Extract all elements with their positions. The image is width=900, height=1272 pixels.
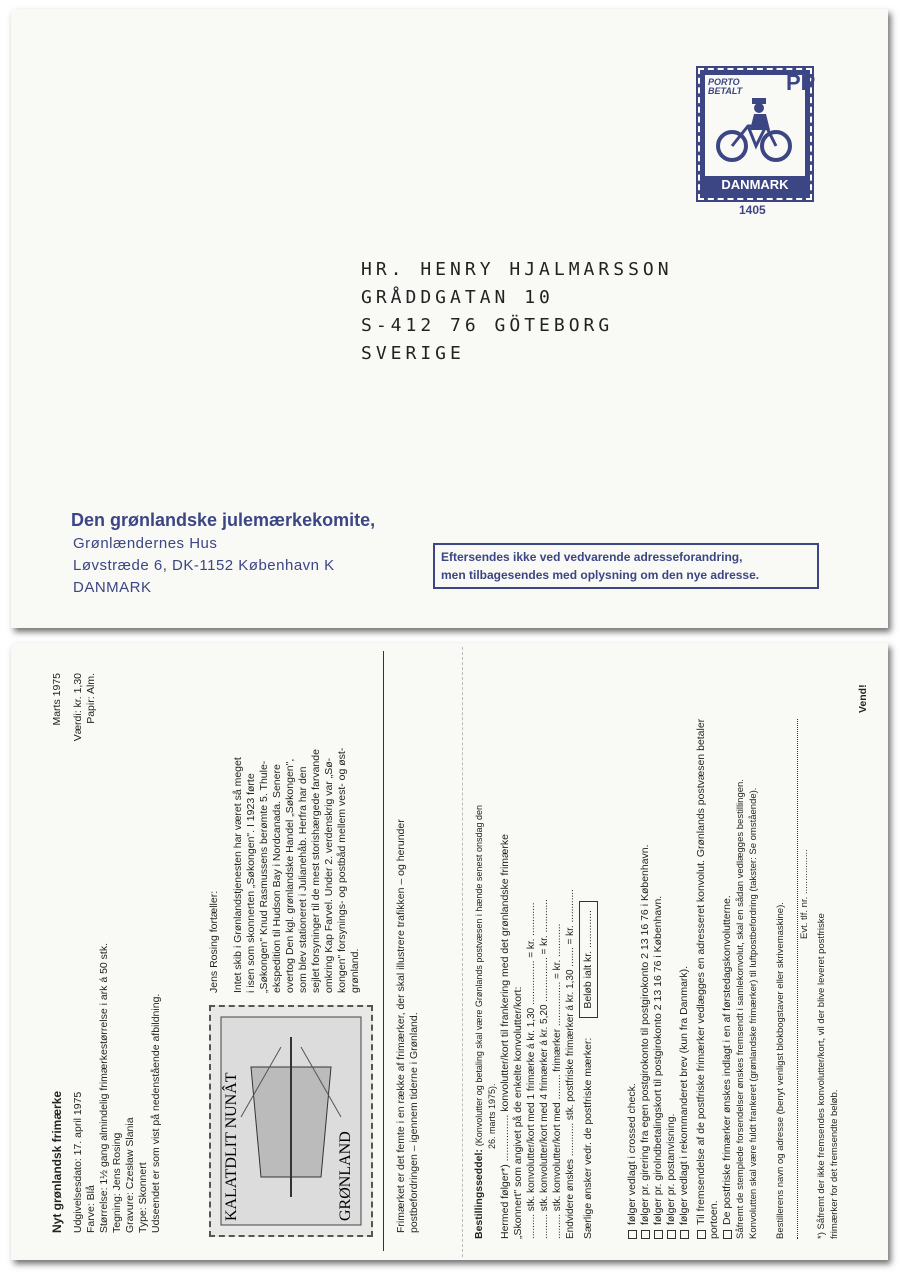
check-label: De postfriske frimærker ønskes indlagt i en af førstedagskonvolutterne. [721,895,733,1225]
fold-line [462,647,463,1257]
footer-line: postbefordringen – igennem tiderne i Grønland. [408,1012,420,1233]
rosing-story-text [232,663,362,993]
info-title: Nyt grønlandsk frimærke [50,1090,64,1233]
stamp-footer [395,673,421,1233]
detail-paper: Papir: Alm. [85,673,97,724]
story-line: i isen som skonnerten „Søkongen". I 1923 førte [245,773,257,993]
recipient-line-1: HR. HENRY HJALMARSSON [361,259,673,280]
recipient-line-3: S-412 76 GÖTEBORG [361,315,614,336]
order-intro-1: (Konvolutter og betaling skal være Grønlands postvæsen i hænde senest onsdag den [474,805,484,1147]
postage-paid-stamp [698,68,816,200]
skonnert-stamp-image [209,1005,373,1237]
detail-drawing: Tegning: Jens Rosing [111,1132,123,1233]
detail-appearance: Udseendet er som vist på nedenstående afbildning. [150,993,162,1233]
stamp-text-right: GRØNLAND [337,1131,354,1221]
story-line: overtog Den kgl. grønlandske Handel „Søkongen", [284,758,296,993]
detail-color: Farve: Blå [85,1185,97,1233]
sender-line-3: DANMARK [73,579,152,596]
rosing-story [208,663,221,993]
postman-bicycle-icon [714,90,794,170]
check-label: Til fremsendelse af de postfriske frimærker vedlægges en adresseret konvolut. Grønlands postvæsen betaler portoen. [695,718,720,1239]
special-wishes: Særlige ønsker vedr. de postfriske mærker: [582,1037,594,1239]
name-address-label: Bestillerens navn og adresse (benyt venligst blokbogstaver eller skrivemaskine). [775,902,786,1239]
story-line: sejlet forsyninger til de mest storishærgede farvande [310,749,322,993]
stamp-number: 1405 [739,203,766,217]
order-form-back [11,643,888,1260]
forwarding-notice [433,543,819,589]
detail-engraving: Gravure: Czesław Slania [124,1117,136,1233]
detail-type: Type: Skonnert [137,1162,149,1233]
sender-name: Den grønlandske julemærkekomite, [71,510,376,530]
story-line: omkring Kap Farvel. Under 2. verdenskrig var „Sø- [323,757,335,993]
sender-line-2: Løvstræde 6, DK-1152 København K [73,557,335,574]
order-line: Endvidere ønskes ............ stk. postfriske frimærker á kr. 1,30 ....... = kr. ............ [565,889,576,1239]
name-address-field[interactable] [787,719,798,1239]
story-line: Intet skib i Grønlandstjenesten har været så meget [232,757,244,993]
notice-line-2: men tilbagesendes med oplysning om den nye adresse. [441,568,760,582]
vend-text: Vend! [857,684,869,713]
order-line: ......... stk. konvolutter/kort med 1 frimærke á kr. 1,30 ................ = kr. ............ [526,902,537,1239]
story-line: ekspedition til Hudson Bay i Nordcanada. Senere [271,764,283,993]
rosing-intro: Jens Rosing fortæller: [208,890,220,993]
checkbox-giro[interactable] [641,1230,650,1239]
phone-field[interactable]: Evt. tlf. nr. ................. [799,849,810,939]
check-label: følger vedlagt i rekommanderet brev (kun fra Danmark). [678,965,690,1225]
order-line: ......... stk. konvolutter/kort med 4 frimærker á kr. 5,20 ................ = kr. ............ [539,899,550,1239]
checkbox-postal-order[interactable] [667,1230,676,1239]
checkbox-registered[interactable] [680,1230,689,1239]
info-date: Marts 1975 [51,673,63,726]
story-line: „Søkongen" Knud Rasmussens berømte 5. Thule- [258,760,270,993]
order-intro-2: 26. marts 1975). [487,1083,497,1149]
check-label: følger pr. girolndbetalingskort til postgirokonto 2 13 16 76 i København. [652,895,664,1225]
check-label: følger pr. postanvisning. [665,1113,677,1225]
story-line: som blev stationeret i Julianehåb. Herfra har den [297,766,309,993]
recipient-line-2: GRÅDDGATAN 10 [361,287,554,308]
story-line: grønland. [349,948,361,993]
total-amount: Beløb ialt kr. ............. [579,901,598,1018]
footer-line: Frimærket er det femte i en række af frimærker, der skal illustrere trafikken – og herunder [395,819,407,1233]
footnote-line: frimærker for det fremsendte beløb. [829,1089,840,1239]
stamped-note: Såfremt de stemplede forsendelser ønskes fremsendt i samlekonvolut, skal en sådan vedlægges bestillingen. [735,779,746,1239]
sender-line-1: Grønlændernes Hus [73,535,218,552]
detail-size: Størrelse: 1½ gang almindelig frimærkestørrelse i ark á 50 stk. [98,942,110,1233]
checkbox-giro-card[interactable] [654,1230,663,1239]
order-form [473,659,841,1239]
check-label: følger vedlagt i crossed check. [626,1083,638,1225]
stamp-letters: PP [786,70,816,95]
stamp-info-block [51,673,163,1233]
order-heading: Bestillingsseddel: [473,1149,485,1239]
stamp-country: DANMARK [704,176,806,194]
turn-over-label [857,684,870,713]
stamp-text-left: KALATDLIT NUNÂT [223,1072,240,1221]
checkbox-first-day[interactable] [723,1230,732,1239]
detail-release: Udgivelsesdato: 17. april 1975 [72,1091,84,1233]
divider-line [383,651,384,1251]
recipient-line-4: SVERIGE [361,343,465,364]
check-label: følger pr. girering fra egen postgirokonto til postgirokonto 2 13 16 76 i København. [639,844,651,1225]
order-line: Hermed følger*) ................ konvolutter/kort til frankering med det grønlandske frimærke [499,834,511,1239]
detail-value: Værdi: kr. 1,30 [72,673,84,742]
order-line: „Skonnert" som angivet på de enkelte konvolutter/kort: [512,986,524,1239]
stamp-top-text: PORTO BETALT [708,77,743,96]
notice-line-1: Eftersendes ikke ved vedvarende adresseforandring, [441,550,743,564]
checkbox-return-envelope[interactable] [697,1230,706,1239]
story-line: kongen" forsynings- og postbåd mellem vest- og øst- [336,747,348,993]
stamped-note: Konvolutten skal være fuldt frankeret (grønlandske frimærker) til luftpostbefordring (takster: Se omstående). [748,787,759,1239]
checkbox-crossed-check[interactable] [628,1230,637,1239]
order-line: ......... stk. konvolutter/kort med ......... frimærker ................ = kr. ............ [552,923,563,1239]
footnote-line: *) Såfremt der ikke fremsendes konvolutter/kort, vil der blive leveret postfriske [816,913,827,1239]
envelope-front [11,9,888,628]
